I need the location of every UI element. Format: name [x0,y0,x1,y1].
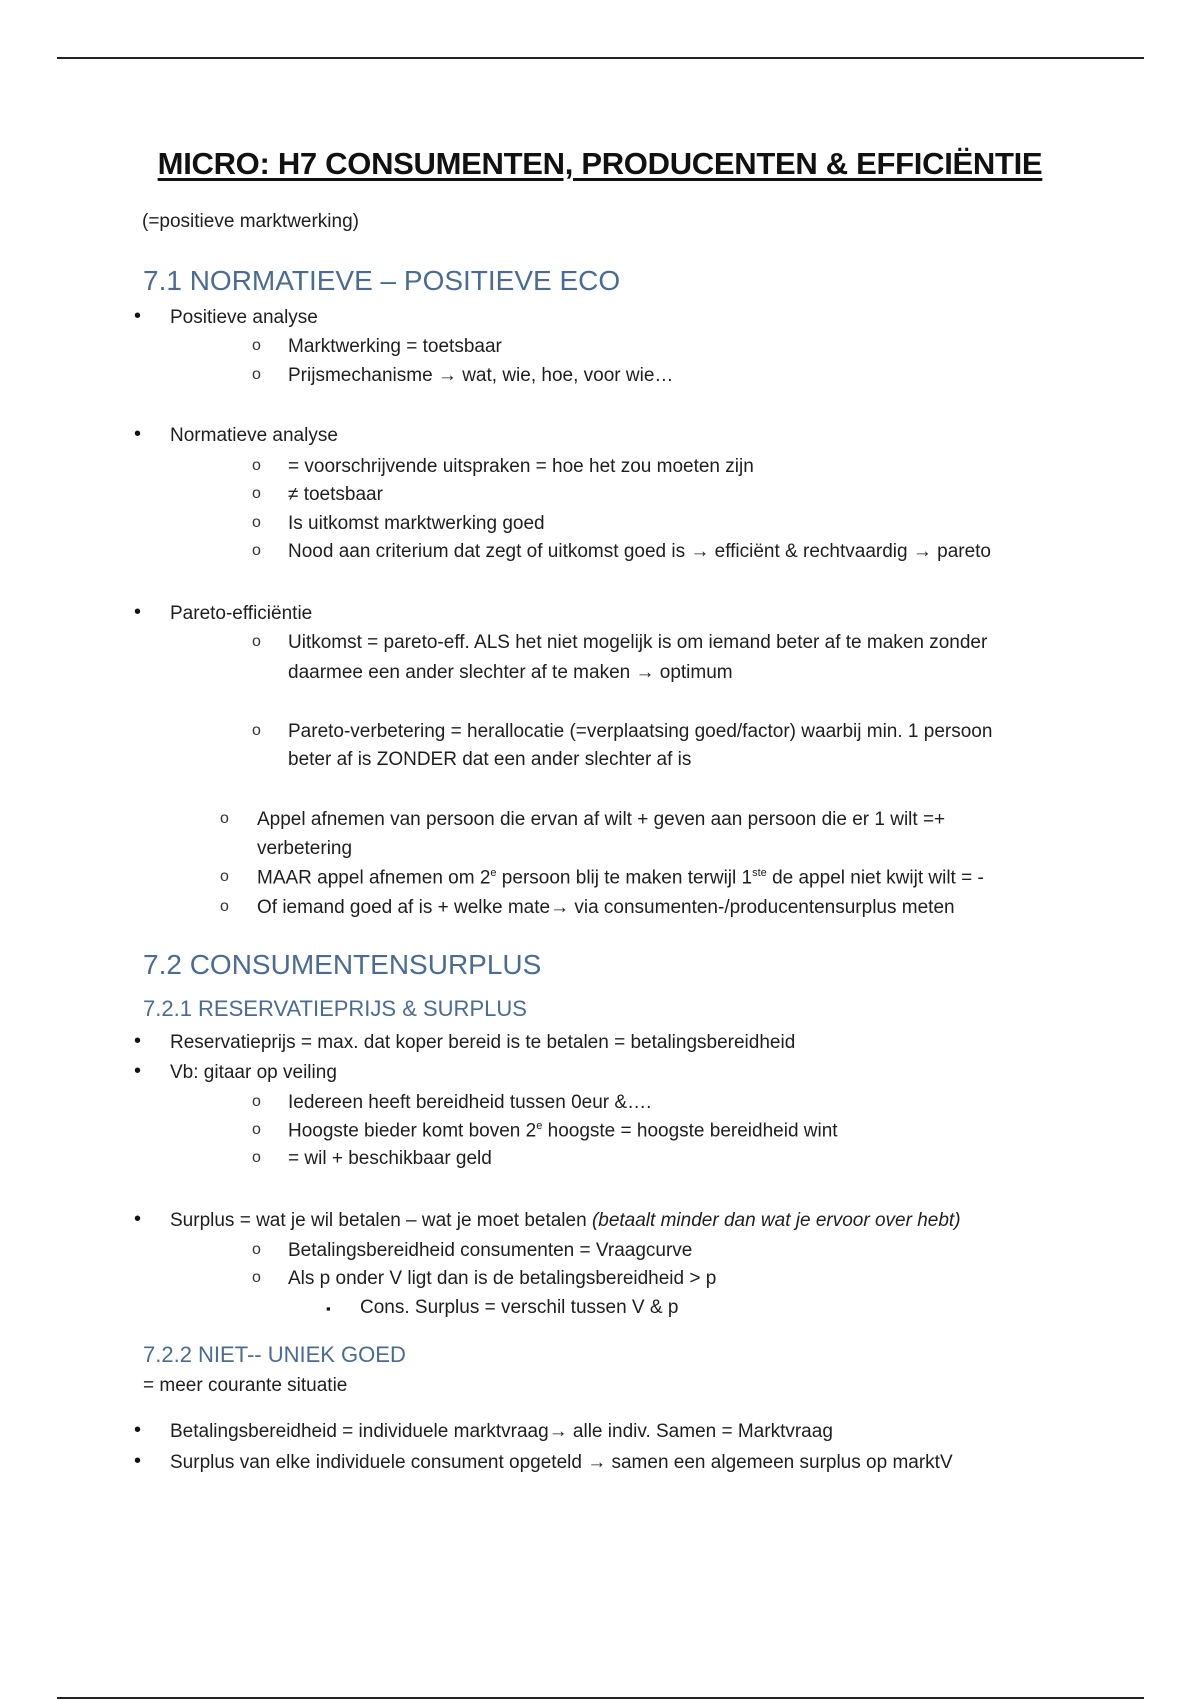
bullet-disc: • [134,1208,142,1230]
list-item: Als p onder V ligt dan is de betalingsbereidheid > p [288,1268,717,1289]
list-item: Prijsmechanisme → wat, wie, hoe, voor wie… [288,365,674,386]
heading-7-2-1: 7.2.1 RESERVATIEPRIJS & SURPLUS [143,996,527,1021]
bullet-circle: o [220,898,229,915]
bullet-circle: o [252,366,261,383]
bullet-circle: o [220,868,229,885]
list-item: Iedereen heeft bereidheid tussen 0eur &…. [288,1092,652,1113]
bullet-circle: o [252,457,261,474]
list-item: Marktwerking = toetsbaar [288,336,502,357]
bullet-circle: o [252,1121,261,1138]
bullet-circle: o [252,722,261,739]
bullet-circle: o [252,1241,261,1258]
bullet-disc: • [134,1419,142,1441]
list-item: Is uitkomst marktwerking goed [288,513,545,534]
normatieve-analyse-label: Normatieve analyse [170,425,338,446]
list-item-continuation: daarmee een ander slechter af te maken → optimum [288,662,733,683]
bullet-circle: o [252,1269,261,1286]
bullet-circle: o [220,810,229,827]
bullet-circle: o [252,1093,261,1110]
bullet-circle: o [252,633,261,650]
list-item: Cons. Surplus = verschil tussen V & p [360,1297,679,1318]
bullet-circle: o [252,542,261,559]
surplus-definition: Surplus = wat je wil betalen – wat je moet betalen (betaalt minder dan wat je ervoor over hebt) [170,1210,961,1231]
list-item: Pareto-verbetering = herallocatie (=verplaatsing goed/factor) waarbij min. 1 persoon [288,721,993,742]
top-rule [57,57,1144,59]
bottom-rule [57,1697,1144,1699]
list-item: MAAR appel afnemen om 2e persoon blij te maken terwijl 1ste de appel niet kwijt wilt = - [257,867,984,889]
list-item: Of iemand goed af is + welke mate→ via consumenten-/producentensurplus meten [257,897,955,918]
bullet-circle: o [252,337,261,354]
list-item: Betalingsbereidheid consumenten = Vraagcurve [288,1240,693,1261]
bullet-circle: o [252,1149,261,1166]
list-item: Nood aan criterium dat zegt of uitkomst goed is → efficiënt & rechtvaardig → pareto [288,541,991,562]
list-item: Vb: gitaar op veiling [170,1062,337,1083]
page-title: MICRO: H7 CONSUMENTEN, PRODUCENTEN & EFFICIËNTIE [157,146,1043,181]
heading-7-2: 7.2 CONSUMENTENSURPLUS [143,949,542,980]
bullet-circle: o [252,485,261,502]
list-item: Reservatieprijs = max. dat koper bereid is te betalen = betalingsbereidheid [170,1032,796,1053]
bullet-circle: o [252,514,261,531]
list-item-continuation: beter af is ZONDER dat een ander slechter af is [288,749,692,770]
bullet-disc: • [134,1450,142,1472]
list-item: Betalingsbereidheid = individuele marktvraag→ alle indiv. Samen = Marktvraag [170,1421,833,1442]
intro-text: = meer courante situatie [143,1375,348,1396]
heading-7-2-2: 7.2.2 NIET-- UNIEK GOED [143,1342,406,1367]
list-item: = voorschrijvende uitspraken = hoe het zou moeten zijn [288,456,754,477]
bullet-disc: • [134,601,142,623]
list-item: Uitkomst = pareto-eff. ALS het niet mogelijk is om iemand beter af te maken zonder [288,632,988,653]
bullet-disc: • [134,1060,142,1082]
list-item: Appel afnemen van persoon die ervan af wilt + geven aan persoon die er 1 wilt =+ [257,809,946,830]
subtitle: (=positieve marktwerking) [142,211,359,232]
bullet-disc: • [134,1030,142,1052]
list-item-continuation: verbetering [257,838,353,859]
pareto-label: Pareto-efficiëntie [170,603,313,624]
list-item: Surplus van elke individuele consument opgeteld → samen een algemeen surplus op marktV [170,1452,953,1473]
bullet-disc: • [134,305,142,327]
heading-7-1: 7.1 NORMATIEVE – POSITIEVE ECO [143,265,621,296]
list-item: = wil + beschikbaar geld [288,1148,492,1169]
list-item: Hoogste bieder komt boven 2e hoogste = hoogste bereidheid wint [288,1120,838,1142]
bullet-square: ▪ [326,1301,331,1316]
positieve-analyse-label: Positieve analyse [170,307,318,328]
bullet-disc: • [134,423,142,445]
list-item: ≠ toetsbaar [288,484,383,505]
